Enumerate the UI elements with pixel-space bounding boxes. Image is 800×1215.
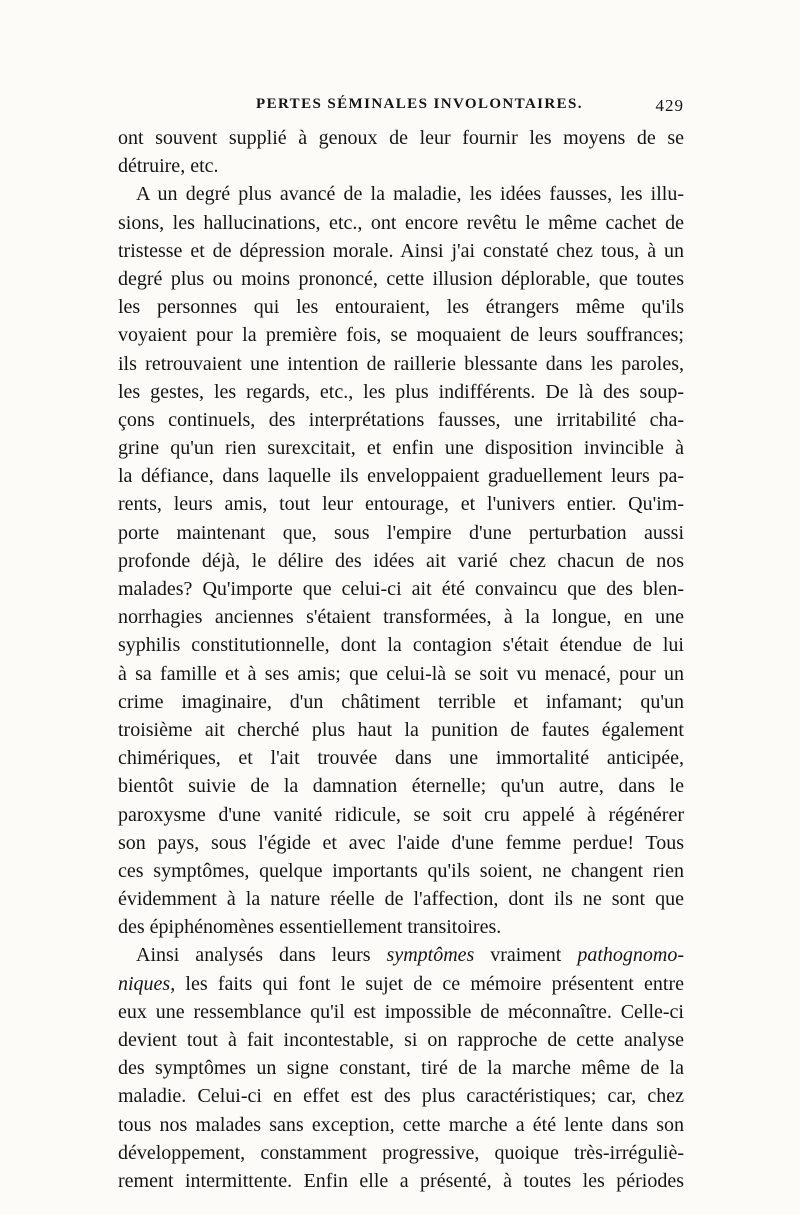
- text-line: chimériques, et l'ait trouvée dans une immortalité anticipée,: [118, 747, 684, 770]
- text-line: sions, les hallucinations, etc., ont encore revêtu le même cachet de: [118, 211, 684, 234]
- paragraph-start-line: [118, 941, 684, 969]
- text-line: maladie. Celui-ci en effet est des plus caractéristiques; car, chez: [118, 1085, 684, 1108]
- italic-term: niques: [118, 972, 171, 995]
- text-line: la défiance, dans laquelle ils enveloppaient graduellement leurs pa-: [118, 465, 684, 488]
- page-header: [118, 96, 684, 122]
- text-line: crime imaginaire, d'un châtiment terrible et infamant; qu'un: [118, 690, 684, 713]
- text-run: vraiment: [474, 944, 578, 967]
- text-line: grine qu'un rien surexcitait, et enfin une disposition invincible à: [118, 437, 684, 460]
- text-line: norrhagies anciennes s'étaient transformées, à la longue, en une: [118, 606, 684, 629]
- text-line: paroxysme d'une vanité ridicule, se soit cru appelé à régénérer: [118, 803, 684, 826]
- text-line: profonde déjà, le délire des idées ait varié chez chacun de nos: [118, 549, 684, 572]
- text-run: , les faits qui font le sujet de ce mémoire présentent entre: [170, 972, 684, 995]
- text-line: développement, constamment progressive, quoique très-irréguliè-: [118, 1141, 684, 1164]
- text-line: malades? Qu'importe que celui-ci ait été convaincu que des blen-: [118, 578, 684, 600]
- text-line: ces symptômes, quelque importants qu'ils soient, ne changent rien: [118, 859, 684, 882]
- text-line: syphilis constitutionnelle, dont la contagion s'était étendue de lui: [118, 634, 684, 657]
- text-line: voyaient pour la première fois, se moquaient de leurs souffrances;: [118, 324, 684, 347]
- text-line: porte maintenant que, sous l'empire d'une perturbation aussi: [118, 521, 684, 544]
- text-line: son pays, sous l'égide et avec l'aide d'une femme perdue! Tous: [118, 831, 684, 854]
- text-line: [118, 970, 684, 998]
- text-line: des symptômes un signe constant, tiré de la marche même de la: [118, 1057, 684, 1080]
- text-line: troisième ait cherché plus haut la punition de fautes également: [118, 718, 684, 741]
- text-line: des épiphénomènes essentiellement transitoires.: [118, 916, 502, 939]
- text-line: ils retrouvaient une intention de raillerie blessante dans les paroles,: [118, 352, 684, 375]
- running-title: PERTES SÉMINALES INVOLONTAIRES.: [256, 96, 583, 112]
- text-line: çons continuels, des interprétations fausses, une irritabilité cha-: [118, 408, 684, 431]
- text-line: eux une ressemblance qu'il est impossible de méconnaître. Celle-ci: [118, 1000, 684, 1023]
- text-line: degré plus ou moins prononcé, cette illusion déplorable, que toutes: [118, 267, 684, 290]
- page-number: 429: [655, 96, 684, 115]
- text-line: évidemment à la nature réelle de l'affection, dont ils ne sont que: [118, 888, 684, 911]
- text-line: tous nos malades sans exception, cette marche a été lente dans son: [118, 1113, 684, 1136]
- text-line: tristesse et de dépression morale. Ainsi j'ai constaté chez tous, à un: [118, 239, 684, 262]
- text-line: détruire, etc.: [118, 155, 219, 178]
- text-line: à sa famille et à ses amis; que celui-là se soit vu menacé, pour un: [118, 662, 684, 685]
- text-line: rents, leurs amis, tout leur entourage, et l'univers entier. Qu'im-: [118, 493, 684, 516]
- body-text: [118, 124, 684, 1195]
- text-line: rement intermittente. Enfin elle a présenté, à toutes les périodes: [118, 1169, 684, 1192]
- text-run: Ainsi analysés dans leurs: [136, 944, 387, 967]
- text-line: les gestes, les regards, etc., les plus indifférents. De là des soup-: [118, 380, 684, 403]
- text-line: ont souvent supplié à genoux de leur fournir les moyens de se: [118, 127, 684, 149]
- italic-term: pathognomo-: [577, 944, 684, 967]
- text-line: devient tout à fait incontestable, si on rapproche de cette analyse: [118, 1029, 684, 1051]
- text-line: bientôt suivie de la damnation éternelle; qu'un autre, dans le: [118, 775, 684, 798]
- italic-term: symptômes: [386, 944, 475, 967]
- text-line: les personnes qui les entouraient, les étrangers même qu'ils: [118, 296, 684, 319]
- paragraph-start-line: A un degré plus avancé de la maladie, les idées fausses, les illu-: [136, 183, 684, 206]
